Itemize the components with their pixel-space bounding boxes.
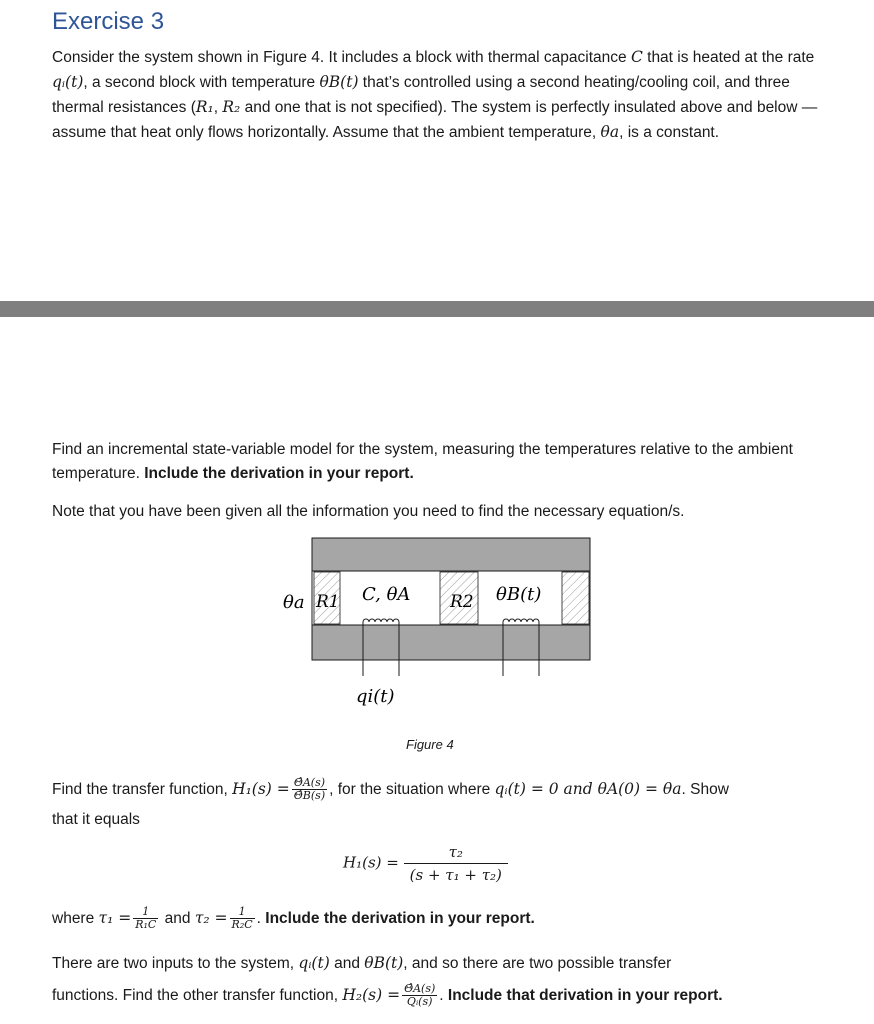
h2-den: Qᵢ(s): [406, 995, 433, 1009]
h1-label: H₁(s) =: [232, 780, 290, 798]
task2-mid: , for the situation where: [329, 781, 495, 798]
intro-text-2: that is heated at the rate: [642, 49, 815, 66]
intro-text-6: , is a constant.: [619, 124, 720, 141]
h1-equation: [343, 843, 508, 884]
page-divider-band: [0, 301, 874, 317]
where-paragraph: [52, 903, 822, 934]
task1-bold: Include the derivation in your report.: [144, 465, 414, 482]
tau2-fraction: [230, 906, 255, 931]
task3-post: , and so there are two possible transfer: [403, 955, 672, 972]
eq-fraction: [404, 843, 508, 884]
tau2-num: 1: [230, 906, 255, 919]
h1-frac-num: Θ̂A(s): [292, 777, 327, 790]
h1-frac-den: Θ̂B(s): [293, 789, 326, 803]
label-c-theta-a: C, θA: [362, 584, 411, 605]
exercise-title: Exercise 3: [52, 8, 165, 35]
task2-line2: that it equals: [52, 811, 140, 828]
bottom-insulation: [312, 625, 590, 660]
task3-line2: [52, 980, 822, 1011]
tau1-num: 1: [133, 906, 158, 919]
task3-thetab: θB(t): [364, 954, 404, 972]
task3-and: and: [329, 955, 365, 972]
task2-condition: qᵢ(t) = 0 and θA(0) = θa: [494, 780, 682, 798]
label-qi: qi(t): [356, 686, 395, 707]
label-theta-b: θB(t): [496, 584, 542, 605]
label-theta-a: θa: [283, 592, 305, 613]
theta-a-symbol: θa: [600, 123, 620, 141]
task3-line2-pre: functions. Find the other transfer function,: [52, 987, 343, 1004]
task2-paragraph: [52, 775, 822, 804]
eq-num: τ₂: [404, 843, 508, 864]
where-pre: where: [52, 910, 99, 927]
h2-fraction: [402, 983, 437, 1008]
task1-paragraph: [52, 438, 822, 486]
where-and: and: [160, 910, 195, 927]
r2-symbol: R₂: [222, 98, 241, 116]
label-r1: R1: [316, 592, 340, 612]
task1-text: Find an incremental state-variable model for the system, measuring the temperatures relative to the ambient temperature.: [52, 441, 793, 482]
top-insulation: [312, 538, 590, 571]
task3-bold: Include that derivation in your report.: [447, 987, 723, 1004]
tau2-den: R₂C: [231, 918, 253, 932]
tau1-label: τ₁ =: [98, 909, 132, 927]
intro-text-4: that’s controlled using a second heating/cooling coil, and three thermal resistances (: [52, 74, 790, 116]
h2-num: Θ̂A(s): [404, 982, 436, 996]
task3-dot: .: [439, 987, 448, 1004]
tau2-label: τ₂ =: [194, 909, 228, 927]
eq-den: (s + τ₁ + τ₂): [409, 866, 502, 884]
tau1-den: R₁C: [135, 918, 157, 932]
figure-caption: Figure 4: [406, 737, 454, 752]
intro-paragraph: [52, 45, 822, 145]
label-r2: R2: [450, 592, 474, 612]
theta-b-symbol: θB(t): [319, 73, 359, 91]
capacitance-symbol: C: [630, 48, 643, 66]
where-dot: .: [256, 910, 266, 927]
task3-qi: qᵢ(t): [298, 954, 330, 972]
figure-4-diagram: [270, 530, 600, 730]
task3-line1: [52, 951, 822, 976]
tau1-fraction: [133, 906, 158, 931]
unspecified-resistance-hatch: [562, 572, 589, 624]
intro-text-3: , a second block with temperature: [83, 74, 320, 91]
task3-pre: There are two inputs to the system,: [52, 955, 299, 972]
note-paragraph: Note that you have been given all the information you need to find the necessary equation/s.: [52, 503, 685, 520]
h1-fraction: [292, 777, 327, 802]
intro-comma: ,: [213, 99, 223, 116]
r1-symbol: R₁: [195, 98, 214, 116]
intro-text-5: and one that is not specified). The system is perfectly insulated above and below — assume that heat only flows horizontally. Assume that the ambient temperature,: [52, 99, 818, 141]
h2-label: H₂(s) =: [342, 986, 401, 1004]
eq-lhs: H₁(s) =: [343, 853, 399, 872]
heat-rate-symbol: qᵢ(t): [52, 73, 84, 91]
task2-pre: Find the transfer function,: [52, 781, 233, 798]
where-bold: Include the derivation in your report.: [265, 910, 535, 927]
task2-post: . Show: [681, 781, 729, 798]
intro-text-1: Consider the system shown in Figure 4. It includes a block with thermal capacitance: [52, 49, 631, 66]
